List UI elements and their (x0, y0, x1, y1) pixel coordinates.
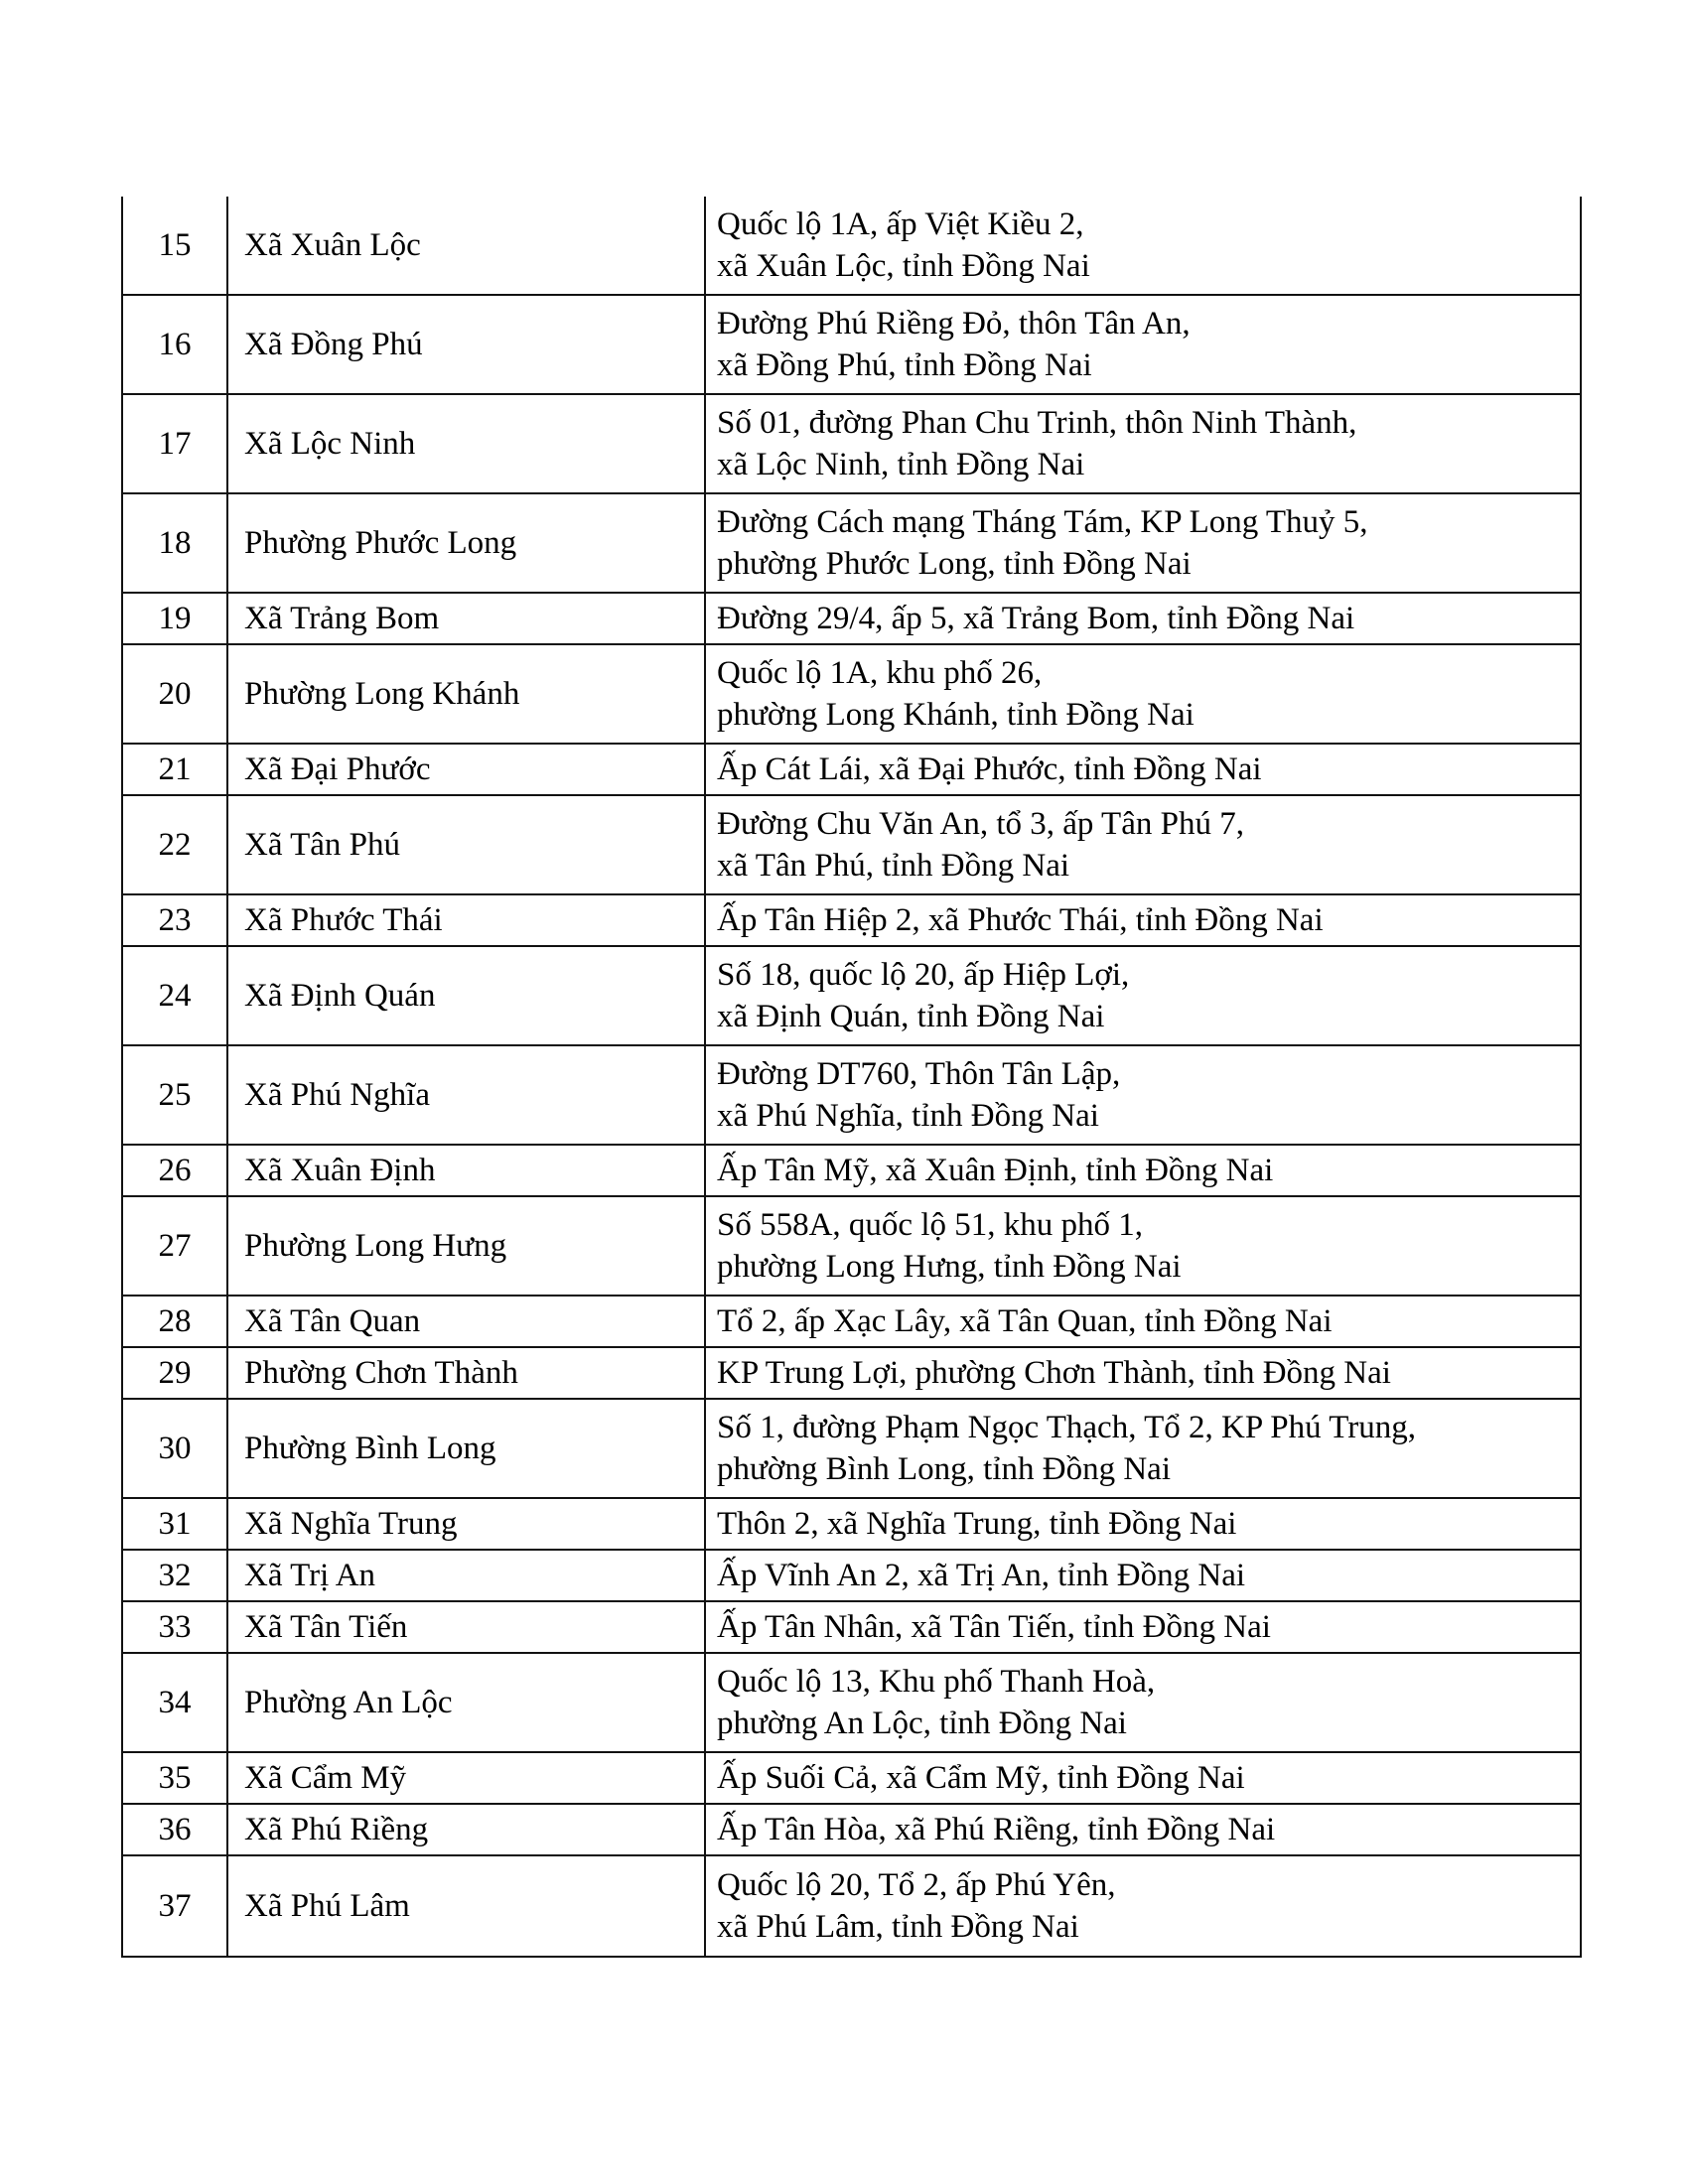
row-number: 28 (158, 1303, 192, 1339)
address-line: Ấp Tân Nhân, xã Tân Tiến, tỉnh Đồng Nai (717, 1609, 1271, 1645)
row-number-cell (123, 947, 228, 1046)
row-number: 24 (158, 978, 192, 1014)
address-line: Ấp Suối Cả, xã Cẩm Mỹ, tỉnh Đồng Nai (717, 1760, 1245, 1796)
ward-name: Phường Phước Long (244, 525, 517, 561)
row-number-cell (123, 1146, 228, 1197)
row-number: 19 (158, 601, 192, 636)
ward-name: Phường An Lộc (244, 1685, 453, 1720)
ward-name-cell (228, 1551, 706, 1602)
ward-name-cell (228, 1348, 706, 1400)
table-row (123, 1551, 1580, 1602)
address-line: xã Xuân Lộc, tỉnh Đồng Nai (717, 248, 1090, 284)
address-line: xã Định Quán, tỉnh Đồng Nai (717, 999, 1105, 1034)
table-row (123, 1197, 1580, 1297)
row-number-cell (123, 1400, 228, 1499)
ward-name-cell (228, 1499, 706, 1551)
address-line: xã Tân Phú, tỉnh Đồng Nai (717, 848, 1070, 884)
row-number: 23 (158, 902, 192, 938)
table-row (123, 1499, 1580, 1551)
address-cell (706, 645, 1580, 745)
address-line: Đường 29/4, ấp 5, xã Trảng Bom, tỉnh Đồng Nai (717, 601, 1355, 636)
address-line: Đường DT760, Thôn Tân Lập, (717, 1056, 1121, 1092)
address-line: Ấp Tân Hiệp 2, xã Phước Thái, tỉnh Đồng Nai (717, 902, 1324, 938)
ward-name: Phường Chơn Thành (244, 1355, 518, 1391)
address-line: Quốc lộ 20, Tổ 2, ấp Phú Yên, (717, 1867, 1116, 1903)
row-number-cell (123, 796, 228, 895)
row-number-cell (123, 1297, 228, 1348)
ward-name-cell (228, 745, 706, 796)
address-cell (706, 1551, 1580, 1602)
row-number-cell (123, 1551, 228, 1602)
row-number-cell (123, 1654, 228, 1753)
address-cell (706, 1856, 1580, 1956)
address-line: Ấp Cát Lái, xã Đại Phước, tỉnh Đồng Nai (717, 751, 1262, 787)
row-number-cell (123, 1499, 228, 1551)
row-number-cell (123, 1348, 228, 1400)
address-cell (706, 895, 1580, 947)
row-number: 26 (158, 1153, 192, 1188)
ward-name-cell (228, 395, 706, 494)
address-cell (706, 1654, 1580, 1753)
ward-name-cell (228, 296, 706, 395)
row-number-cell (123, 1856, 228, 1956)
table-row (123, 645, 1580, 745)
row-number-cell (123, 395, 228, 494)
ward-name: Xã Đồng Phú (244, 327, 423, 362)
address-line: Ấp Tân Hòa, xã Phú Riềng, tỉnh Đồng Nai (717, 1812, 1276, 1847)
ward-name: Xã Phú Riềng (244, 1812, 429, 1847)
address-cell (706, 1297, 1580, 1348)
address-cell (706, 947, 1580, 1046)
table-row (123, 1602, 1580, 1654)
ward-name-cell (228, 1297, 706, 1348)
row-number: 37 (158, 1888, 192, 1924)
ward-name: Xã Tân Quan (244, 1303, 421, 1339)
address-line: Số 01, đường Phan Chu Trinh, thôn Ninh Thành, (717, 405, 1357, 441)
row-number: 36 (158, 1812, 192, 1847)
address-cell (706, 1602, 1580, 1654)
ward-name-cell (228, 197, 706, 296)
table-row (123, 395, 1580, 494)
row-number: 33 (158, 1609, 192, 1645)
ward-address-table (123, 197, 1580, 1956)
row-number: 16 (158, 327, 192, 362)
ward-name: Xã Phú Nghĩa (244, 1077, 430, 1113)
row-number-cell (123, 1046, 228, 1146)
ward-name-cell (228, 1400, 706, 1499)
address-line: Số 558A, quốc lộ 51, khu phố 1, (717, 1207, 1143, 1243)
address-line: xã Phú Lâm, tỉnh Đồng Nai (717, 1909, 1079, 1945)
row-number: 18 (158, 525, 192, 561)
table-row (123, 1348, 1580, 1400)
address-cell (706, 594, 1580, 645)
row-number: 27 (158, 1228, 192, 1264)
address-cell (706, 1753, 1580, 1805)
ward-name-cell (228, 895, 706, 947)
address-cell (706, 1146, 1580, 1197)
address-line: KP Trung Lợi, phường Chơn Thành, tỉnh Đồng Nai (717, 1355, 1391, 1391)
table-row (123, 1856, 1580, 1956)
address-line: Quốc lộ 13, Khu phố Thanh Hoà, (717, 1664, 1156, 1700)
ward-name: Phường Long Khánh (244, 676, 520, 712)
row-number: 20 (158, 676, 192, 712)
ward-name: Xã Đại Phước (244, 751, 431, 787)
ward-name: Xã Tân Tiến (244, 1609, 408, 1645)
row-number-cell (123, 745, 228, 796)
ward-name: Xã Cẩm Mỹ (244, 1760, 407, 1796)
address-line: phường Long Hưng, tỉnh Đồng Nai (717, 1249, 1182, 1285)
ward-name-cell (228, 645, 706, 745)
table-row (123, 494, 1580, 594)
ward-name-cell (228, 494, 706, 594)
table-row (123, 895, 1580, 947)
row-number-cell (123, 1805, 228, 1856)
table-row (123, 1805, 1580, 1856)
table-row (123, 1400, 1580, 1499)
row-number-cell (123, 296, 228, 395)
ward-name: Xã Lộc Ninh (244, 426, 416, 462)
row-number-cell (123, 1753, 228, 1805)
address-cell (706, 296, 1580, 395)
address-cell (706, 1046, 1580, 1146)
address-line: Quốc lộ 1A, ấp Việt Kiều 2, (717, 206, 1084, 242)
table-row (123, 594, 1580, 645)
table-row (123, 1146, 1580, 1197)
address-line: xã Phú Nghĩa, tỉnh Đồng Nai (717, 1098, 1099, 1134)
address-line: Đường Chu Văn An, tổ 3, ấp Tân Phú 7, (717, 806, 1244, 842)
address-line: Thôn 2, xã Nghĩa Trung, tỉnh Đồng Nai (717, 1506, 1237, 1542)
ward-name-cell (228, 1856, 706, 1956)
row-number: 30 (158, 1431, 192, 1466)
row-number-cell (123, 1197, 228, 1297)
address-cell (706, 1197, 1580, 1297)
row-number: 17 (158, 426, 192, 462)
row-number: 22 (158, 827, 192, 863)
row-number: 35 (158, 1760, 192, 1796)
address-cell (706, 1499, 1580, 1551)
ward-name: Xã Xuân Định (244, 1153, 436, 1188)
address-cell (706, 796, 1580, 895)
ward-name-cell (228, 1046, 706, 1146)
table-row (123, 197, 1580, 296)
ward-name: Xã Nghĩa Trung (244, 1506, 458, 1542)
row-number: 25 (158, 1077, 192, 1113)
ward-name: Xã Xuân Lộc (244, 227, 421, 263)
ward-name-cell (228, 1654, 706, 1753)
address-cell (706, 395, 1580, 494)
row-number-cell (123, 494, 228, 594)
row-number-cell (123, 1602, 228, 1654)
address-line: Ấp Tân Mỹ, xã Xuân Định, tỉnh Đồng Nai (717, 1153, 1274, 1188)
ward-name: Xã Trị An (244, 1558, 376, 1593)
ward-name-cell (228, 796, 706, 895)
address-line: Tổ 2, ấp Xạc Lây, xã Tân Quan, tỉnh Đồng Nai (717, 1303, 1333, 1339)
address-line: phường An Lộc, tỉnh Đồng Nai (717, 1706, 1127, 1741)
table-row (123, 1654, 1580, 1753)
address-line: Quốc lộ 1A, khu phố 26, (717, 655, 1043, 691)
ward-name: Xã Trảng Bom (244, 601, 440, 636)
row-number: 32 (158, 1558, 192, 1593)
address-cell (706, 1400, 1580, 1499)
address-line: Số 18, quốc lộ 20, ấp Hiệp Lợi, (717, 957, 1130, 993)
ward-name: Phường Long Hưng (244, 1228, 507, 1264)
address-line: phường Bình Long, tỉnh Đồng Nai (717, 1451, 1171, 1487)
ward-name-cell (228, 1197, 706, 1297)
row-number: 15 (158, 227, 192, 263)
address-line: Đường Cách mạng Tháng Tám, KP Long Thuỷ 5, (717, 504, 1368, 540)
ward-name-cell (228, 1753, 706, 1805)
address-line: xã Đồng Phú, tỉnh Đồng Nai (717, 347, 1092, 383)
row-number-cell (123, 895, 228, 947)
row-number-cell (123, 197, 228, 296)
table-row (123, 1046, 1580, 1146)
address-cell (706, 745, 1580, 796)
table-row (123, 947, 1580, 1046)
ward-name: Phường Bình Long (244, 1431, 496, 1466)
address-cell (706, 1348, 1580, 1400)
row-number: 34 (158, 1685, 192, 1720)
address-cell (706, 494, 1580, 594)
ward-name: Xã Tân Phú (244, 827, 401, 863)
address-line: xã Lộc Ninh, tỉnh Đồng Nai (717, 447, 1085, 482)
ward-address-table-container (121, 197, 1582, 1958)
ward-name-cell (228, 1805, 706, 1856)
row-number: 31 (158, 1506, 192, 1542)
ward-name: Xã Định Quán (244, 978, 436, 1014)
ward-name-cell (228, 947, 706, 1046)
table-row (123, 1297, 1580, 1348)
table-row (123, 296, 1580, 395)
table-row (123, 1753, 1580, 1805)
address-line: Số 1, đường Phạm Ngọc Thạch, Tổ 2, KP Phú Trung, (717, 1410, 1416, 1445)
ward-name-cell (228, 1146, 706, 1197)
address-cell (706, 197, 1580, 296)
ward-name: Xã Phước Thái (244, 902, 443, 938)
address-line: Đường Phú Riềng Đỏ, thôn Tân An, (717, 306, 1191, 341)
row-number-cell (123, 594, 228, 645)
ward-name: Xã Phú Lâm (244, 1888, 410, 1924)
row-number: 21 (158, 751, 192, 787)
address-line: phường Phước Long, tỉnh Đồng Nai (717, 546, 1192, 582)
ward-name-cell (228, 1602, 706, 1654)
table-row (123, 745, 1580, 796)
address-line: phường Long Khánh, tỉnh Đồng Nai (717, 697, 1195, 733)
address-line: Ấp Vĩnh An 2, xã Trị An, tỉnh Đồng Nai (717, 1558, 1246, 1593)
row-number-cell (123, 645, 228, 745)
ward-name-cell (228, 594, 706, 645)
address-cell (706, 1805, 1580, 1856)
table-row (123, 796, 1580, 895)
row-number: 29 (158, 1355, 192, 1391)
